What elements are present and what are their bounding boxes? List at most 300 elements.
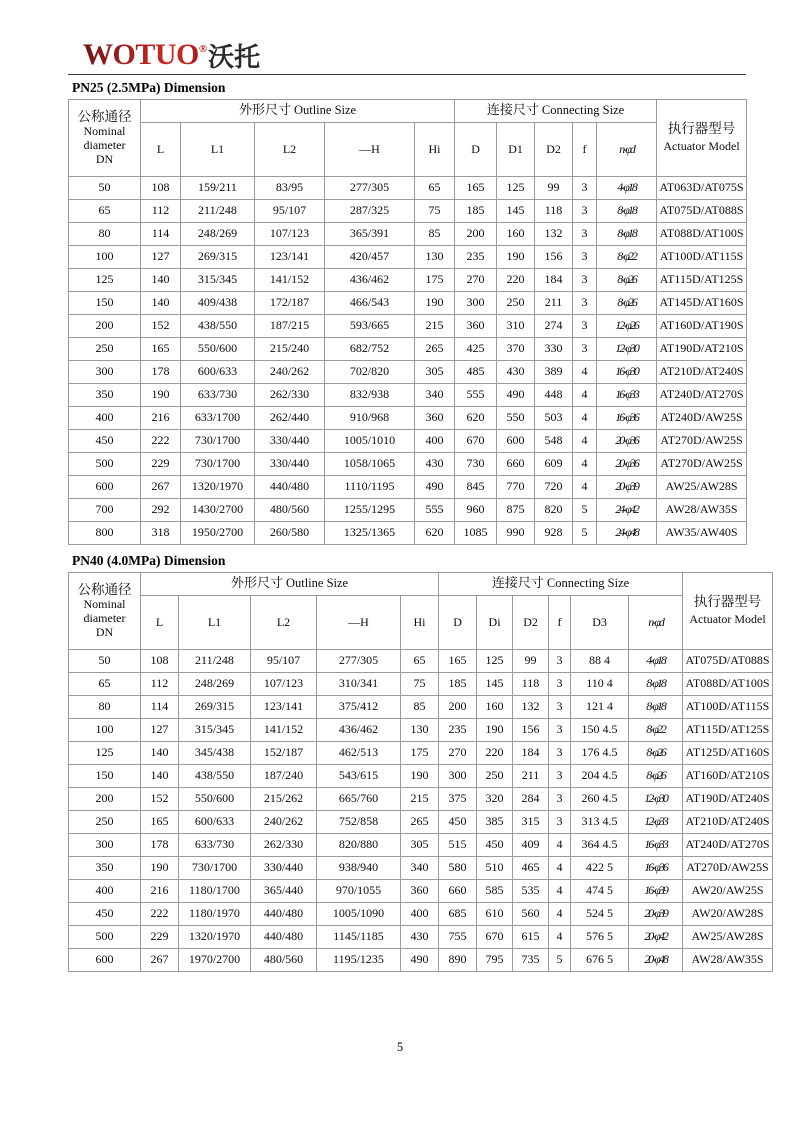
logo-cjk-wordmark: 沃托 (208, 43, 261, 73)
cell-D1: 990 (497, 522, 535, 545)
cell-L2: 262/330 (255, 384, 325, 407)
cell-nd: 4-φ18 (597, 177, 657, 200)
cell-L: 108 (141, 177, 181, 200)
cell-actuator-model: AT100D/AT115S (657, 246, 747, 269)
cell-D3: 110 4 (571, 673, 629, 696)
cell-nd: 4-φ18 (629, 650, 683, 673)
table-row (69, 765, 773, 788)
table-row (69, 200, 747, 223)
connecting-cjk: 连接尺寸 (491, 576, 544, 592)
cell-D2: 132 (535, 223, 573, 246)
cell-D: 515 (439, 834, 477, 857)
cell-nd: 16-φ36 (597, 407, 657, 430)
cell-L1: 269/315 (179, 696, 251, 719)
cell-D: 360 (455, 315, 497, 338)
cell-L: 222 (141, 430, 181, 453)
cell-D: 185 (439, 673, 477, 696)
cell-D: 730 (455, 453, 497, 476)
outline-latin: Outline Size (293, 103, 357, 118)
cell-H: 820/880 (317, 834, 401, 857)
cell-D2: 389 (535, 361, 573, 384)
cell-actuator-model: AT190D/AT240S (683, 788, 773, 811)
cell-Di: 385 (477, 811, 513, 834)
cell-f: 3 (549, 696, 571, 719)
cell-D: 200 (455, 223, 497, 246)
cell-f: 3 (573, 246, 597, 269)
cell-L2: 260/580 (255, 522, 325, 545)
cell-actuator-model: AT210D/AT240S (683, 811, 773, 834)
table-row (69, 926, 773, 949)
cell-nd: 8-φ18 (597, 200, 657, 223)
cell-f: 3 (573, 177, 597, 200)
cell-L2: 440/480 (251, 926, 317, 949)
cell-D3: 88 4 (571, 650, 629, 673)
column-header-actuator-model (683, 573, 773, 650)
cell-L2: 240/262 (251, 811, 317, 834)
cell-Hi: 65 (401, 650, 439, 673)
cell-H: 1058/1065 (325, 453, 415, 476)
cell-L2: 187/215 (255, 315, 325, 338)
cell-L1: 1320/1970 (179, 926, 251, 949)
cell-L1: 1950/2700 (181, 522, 255, 545)
cell-f: 3 (549, 719, 571, 742)
section-title-pn25: PN25 (2.5MPa) Dimension (72, 80, 226, 95)
cell-nominal-diameter: 450 (69, 903, 141, 926)
cell-L1: 730/1700 (181, 430, 255, 453)
connecting-cjk: 连接尺寸 (486, 103, 539, 119)
cell-actuator-model: AT075D/AT088S (657, 200, 747, 223)
cell-nd: 12-φ26 (597, 315, 657, 338)
cell-H: 1325/1365 (325, 522, 415, 545)
cell-H: 702/820 (325, 361, 415, 384)
cell-L1: 730/1700 (179, 857, 251, 880)
cell-D: 685 (439, 903, 477, 926)
cell-L2: 365/440 (251, 880, 317, 903)
cell-L: 267 (141, 949, 179, 972)
table-row (69, 407, 747, 430)
cell-Hi: 265 (401, 811, 439, 834)
cell-L: 127 (141, 719, 179, 742)
cell-H: 682/752 (325, 338, 415, 361)
cell-nd: 8-φ18 (597, 223, 657, 246)
column-header-Hi: Hi (401, 596, 439, 650)
table-group-header-row (69, 573, 773, 596)
cell-nd: 16-φ33 (597, 384, 657, 407)
cell-D1: 430 (497, 361, 535, 384)
cell-nominal-diameter: 500 (69, 453, 141, 476)
cell-D: 485 (455, 361, 497, 384)
table-row (69, 903, 773, 926)
cell-Di: 585 (477, 880, 513, 903)
cell-f: 4 (573, 430, 597, 453)
cell-D2: 535 (513, 880, 549, 903)
cell-D1: 660 (497, 453, 535, 476)
table-group-header-row (69, 100, 747, 123)
cell-L1: 550/600 (181, 338, 255, 361)
cell-D1: 490 (497, 384, 535, 407)
cell-H: 436/462 (317, 719, 401, 742)
column-header-f: f (573, 123, 597, 177)
cell-nominal-diameter: 250 (69, 811, 141, 834)
cell-actuator-model: AT075D/AT088S (683, 650, 773, 673)
cell-actuator-model: AW25/AW28S (657, 476, 747, 499)
cell-L1: 409/438 (181, 292, 255, 315)
cell-nd: 8-φ26 (597, 269, 657, 292)
connecting-latin: Connecting Size (546, 576, 630, 591)
cell-L: 152 (141, 315, 181, 338)
cell-D: 300 (439, 765, 477, 788)
cell-D2: 184 (535, 269, 573, 292)
cell-nominal-diameter: 80 (69, 223, 141, 246)
section-title-pn40: PN40 (4.0MPa) Dimension (72, 553, 226, 568)
cell-nominal-diameter: 65 (69, 200, 141, 223)
cell-Hi: 130 (401, 719, 439, 742)
cell-Hi: 305 (415, 361, 455, 384)
cell-H: 938/940 (317, 857, 401, 880)
cell-Hi: 75 (415, 200, 455, 223)
cell-Hi: 85 (401, 696, 439, 719)
cell-D: 300 (455, 292, 497, 315)
dimension-table-pn40-body (69, 650, 773, 972)
cell-D2: 211 (513, 765, 549, 788)
cell-f: 3 (549, 650, 571, 673)
cell-D1: 875 (497, 499, 535, 522)
cell-D2: 548 (535, 430, 573, 453)
cell-L1: 730/1700 (181, 453, 255, 476)
cell-D: 270 (455, 269, 497, 292)
cell-D2: 184 (513, 742, 549, 765)
cell-H: 420/457 (325, 246, 415, 269)
cell-nominal-diameter: 350 (69, 384, 141, 407)
cell-D1: 190 (497, 246, 535, 269)
cell-D1: 160 (497, 223, 535, 246)
cell-L1: 600/633 (179, 811, 251, 834)
column-group-connecting-size (455, 100, 657, 123)
table-row (69, 315, 747, 338)
cell-D: 200 (439, 696, 477, 719)
cell-D2: 132 (513, 696, 549, 719)
cell-D2: 118 (535, 200, 573, 223)
cell-D: 185 (455, 200, 497, 223)
cell-nd: 12-φ30 (629, 788, 683, 811)
cell-L1: 248/269 (179, 673, 251, 696)
cell-H: 1145/1185 (317, 926, 401, 949)
cell-nominal-diameter: 150 (69, 765, 141, 788)
cell-L2: 262/330 (251, 834, 317, 857)
cell-nominal-diameter: 400 (69, 880, 141, 903)
cell-H: 1195/1235 (317, 949, 401, 972)
column-header-D2: D2 (513, 596, 549, 650)
cell-L2: 141/152 (255, 269, 325, 292)
cell-f: 5 (549, 949, 571, 972)
cell-Hi: 430 (415, 453, 455, 476)
cell-H: 375/412 (317, 696, 401, 719)
nominal-line1: Nominal (83, 124, 126, 139)
cell-L: 222 (141, 903, 179, 926)
cell-nominal-diameter: 350 (69, 857, 141, 880)
cell-L1: 248/269 (181, 223, 255, 246)
cell-D3: 260 4.5 (571, 788, 629, 811)
cell-L2: 95/107 (255, 200, 325, 223)
cell-nd: 20-φ48 (629, 949, 683, 972)
cell-nd: 16-φ39 (629, 880, 683, 903)
cell-H: 910/968 (325, 407, 415, 430)
table-row (69, 246, 747, 269)
nominal-line3: DN (95, 151, 114, 166)
cell-H: 310/341 (317, 673, 401, 696)
cell-Hi: 190 (415, 292, 455, 315)
cell-nd: 24-φ48 (597, 522, 657, 545)
cell-L: 216 (141, 880, 179, 903)
cell-D2: 274 (535, 315, 573, 338)
cell-nominal-diameter: 125 (69, 742, 141, 765)
actuator-latin: Actuator Model (689, 611, 766, 626)
cell-Hi: 340 (401, 857, 439, 880)
cell-f: 3 (549, 673, 571, 696)
cell-f: 4 (549, 834, 571, 857)
cell-actuator-model: AW20/AW28S (683, 903, 773, 926)
cell-nominal-diameter: 600 (69, 949, 141, 972)
cell-L: 112 (141, 673, 179, 696)
cell-D3: 422 5 (571, 857, 629, 880)
cell-Hi: 190 (401, 765, 439, 788)
table-row (69, 338, 747, 361)
cell-L1: 633/730 (179, 834, 251, 857)
column-header-D: D (455, 123, 497, 177)
cell-nominal-diameter: 400 (69, 407, 141, 430)
cell-L2: 107/123 (251, 673, 317, 696)
cell-f: 4 (573, 361, 597, 384)
column-header-nominal-diameter (69, 100, 141, 177)
cell-D1: 550 (497, 407, 535, 430)
cell-H: 543/615 (317, 765, 401, 788)
cell-actuator-model: AT160D/AT210S (683, 765, 773, 788)
cell-actuator-model: AT088D/AT100S (657, 223, 747, 246)
column-header-f: f (549, 596, 571, 650)
cell-D: 235 (439, 719, 477, 742)
cell-D2: 99 (535, 177, 573, 200)
cell-L1: 438/550 (179, 765, 251, 788)
dimension-table-pn25-body (69, 177, 747, 545)
cell-Hi: 360 (401, 880, 439, 903)
cell-D2: 735 (513, 949, 549, 972)
cell-L1: 1430/2700 (181, 499, 255, 522)
cell-L1: 211/248 (179, 650, 251, 673)
cell-nominal-diameter: 300 (69, 834, 141, 857)
actuator-latin: Actuator Model (663, 138, 740, 153)
table-row (69, 673, 773, 696)
cell-D: 270 (439, 742, 477, 765)
cell-nominal-diameter: 450 (69, 430, 141, 453)
cell-L1: 438/550 (181, 315, 255, 338)
cell-H: 1005/1090 (317, 903, 401, 926)
cell-L: 229 (141, 926, 179, 949)
cell-f: 3 (573, 200, 597, 223)
cell-D2: 720 (535, 476, 573, 499)
cell-D3: 676 5 (571, 949, 629, 972)
column-header-L1: L1 (181, 123, 255, 177)
cell-L: 267 (141, 476, 181, 499)
cell-H: 466/543 (325, 292, 415, 315)
cell-nominal-diameter: 125 (69, 269, 141, 292)
cell-H: 593/665 (325, 315, 415, 338)
table-row (69, 453, 747, 476)
cell-nominal-diameter: 600 (69, 476, 141, 499)
cell-Hi: 430 (401, 926, 439, 949)
table-row (69, 880, 773, 903)
cell-L: 292 (141, 499, 181, 522)
cell-D1: 770 (497, 476, 535, 499)
cell-Hi: 130 (415, 246, 455, 269)
actuator-cjk: 执行器型号 (693, 594, 762, 611)
cell-D1: 125 (497, 177, 535, 200)
cell-nd: 12-φ33 (629, 811, 683, 834)
cell-actuator-model: AT270D/AW25S (657, 430, 747, 453)
actuator-cjk: 执行器型号 (667, 121, 736, 138)
cell-D2: 156 (513, 719, 549, 742)
cell-Hi: 400 (401, 903, 439, 926)
cell-nominal-diameter: 100 (69, 719, 141, 742)
cell-L1: 315/345 (179, 719, 251, 742)
cell-actuator-model: AT125D/AT160S (683, 742, 773, 765)
cell-L2: 123/141 (251, 696, 317, 719)
table-row (69, 223, 747, 246)
cell-H: 436/462 (325, 269, 415, 292)
column-header-actuator-model (657, 100, 747, 177)
cell-Di: 670 (477, 926, 513, 949)
cell-nd: 16-φ36 (629, 857, 683, 880)
cell-L1: 315/345 (181, 269, 255, 292)
cell-Hi: 65 (415, 177, 455, 200)
outline-cjk: 外形尺寸 (230, 576, 283, 592)
cell-L2: 262/440 (255, 407, 325, 430)
cell-L: 112 (141, 200, 181, 223)
cell-L: 140 (141, 269, 181, 292)
cell-D3: 121 4 (571, 696, 629, 719)
cell-D1: 310 (497, 315, 535, 338)
cell-L2: 187/240 (251, 765, 317, 788)
cell-Hi: 555 (415, 499, 455, 522)
cell-H: 1005/1010 (325, 430, 415, 453)
cell-D3: 364 4.5 (571, 834, 629, 857)
outline-latin: Outline Size (285, 576, 349, 591)
cell-D: 425 (455, 338, 497, 361)
cell-nominal-diameter: 500 (69, 926, 141, 949)
cell-D1: 370 (497, 338, 535, 361)
cell-D2: 211 (535, 292, 573, 315)
cell-nd: 12-φ30 (597, 338, 657, 361)
cell-D: 580 (439, 857, 477, 880)
outline-cjk: 外形尺寸 (238, 103, 291, 119)
cell-D1: 145 (497, 200, 535, 223)
cell-D1: 600 (497, 430, 535, 453)
table-row (69, 522, 747, 545)
nominal-line3: DN (95, 624, 114, 639)
table-row (69, 719, 773, 742)
cell-D2: 465 (513, 857, 549, 880)
cell-f: 5 (573, 499, 597, 522)
cell-D2: 448 (535, 384, 573, 407)
cell-D: 890 (439, 949, 477, 972)
cell-nominal-diameter: 800 (69, 522, 141, 545)
cell-nd: 8-φ26 (629, 742, 683, 765)
cell-D: 1085 (455, 522, 497, 545)
table-row (69, 292, 747, 315)
column-group-connecting-size (439, 573, 683, 596)
cell-nd: 20-φ36 (597, 453, 657, 476)
cell-nominal-diameter: 80 (69, 696, 141, 719)
table-row (69, 650, 773, 673)
cell-nd: 20-φ39 (597, 476, 657, 499)
cell-L2: 215/240 (255, 338, 325, 361)
column-header-H: —H (325, 123, 415, 177)
column-header-L: L (141, 596, 179, 650)
column-header-H: —H (317, 596, 401, 650)
cell-Hi: 75 (401, 673, 439, 696)
cell-L: 178 (141, 834, 179, 857)
cell-L1: 600/633 (181, 361, 255, 384)
cell-actuator-model: AT115D/AT125S (683, 719, 773, 742)
column-header-n-phi-d: n-φd (597, 123, 657, 177)
table-row (69, 361, 747, 384)
cell-f: 3 (573, 269, 597, 292)
table-row (69, 742, 773, 765)
cell-Hi: 400 (415, 430, 455, 453)
cell-nominal-diameter: 50 (69, 177, 141, 200)
cell-L2: 440/480 (255, 476, 325, 499)
column-header-L: L (141, 123, 181, 177)
cell-nominal-diameter: 300 (69, 361, 141, 384)
table-row (69, 696, 773, 719)
column-header-L1: L1 (179, 596, 251, 650)
cell-D3: 474 5 (571, 880, 629, 903)
cell-D3: 150 4.5 (571, 719, 629, 742)
dimension-table-pn40 (68, 572, 773, 972)
cell-D1: 220 (497, 269, 535, 292)
cell-f: 3 (549, 742, 571, 765)
cell-Di: 450 (477, 834, 513, 857)
table-row (69, 949, 773, 972)
cell-D: 165 (455, 177, 497, 200)
cell-H: 277/305 (317, 650, 401, 673)
cell-f: 4 (573, 407, 597, 430)
cell-actuator-model: AT145D/AT160S (657, 292, 747, 315)
cell-D2: 409 (513, 834, 549, 857)
connecting-latin: Connecting Size (541, 103, 625, 118)
column-header-D2: D2 (535, 123, 573, 177)
cell-L1: 211/248 (181, 200, 255, 223)
table-row (69, 857, 773, 880)
cell-D2: 503 (535, 407, 573, 430)
cell-actuator-model: AT270D/AW25S (683, 857, 773, 880)
cell-L: 178 (141, 361, 181, 384)
cell-L2: 172/187 (255, 292, 325, 315)
cell-f: 4 (549, 926, 571, 949)
cell-f: 3 (573, 292, 597, 315)
cell-H: 277/305 (325, 177, 415, 200)
cell-L: 318 (141, 522, 181, 545)
nominal-line1: Nominal (83, 597, 126, 612)
cell-actuator-model: AT240D/AW25S (657, 407, 747, 430)
cell-D2: 156 (535, 246, 573, 269)
cell-L2: 480/560 (251, 949, 317, 972)
column-header-Di: Di (477, 596, 513, 650)
cell-Di: 510 (477, 857, 513, 880)
cell-f: 4 (573, 476, 597, 499)
cell-nd: 20-φ39 (629, 903, 683, 926)
cell-actuator-model: AT063D/AT075S (657, 177, 747, 200)
cell-D2: 609 (535, 453, 573, 476)
